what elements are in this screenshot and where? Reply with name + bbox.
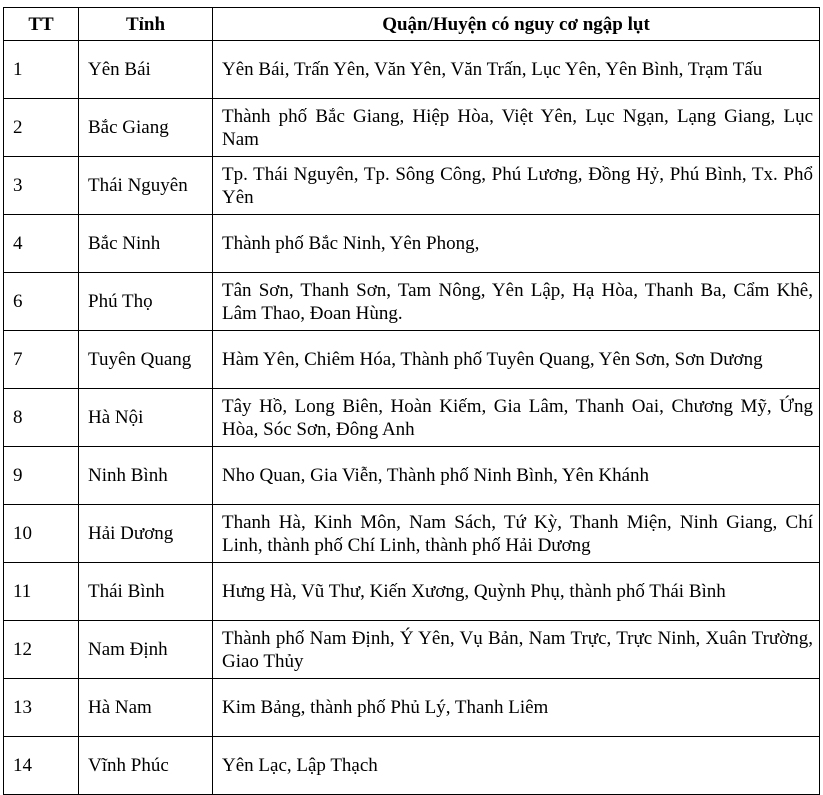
row-tt: 9 (4, 447, 79, 505)
flood-risk-table-wrapper (3, 7, 820, 795)
row-province: Hà Nam (79, 679, 213, 737)
row-tt: 8 (4, 389, 79, 447)
row-districts: Nho Quan, Gia Viễn, Thành phố Ninh Bình, Yên Khánh (213, 447, 820, 505)
row-province: Bắc Giang (79, 99, 213, 157)
row-province: Thái Nguyên (79, 157, 213, 215)
row-tt: 7 (4, 331, 79, 389)
row-province: Bắc Ninh (79, 215, 213, 273)
header-row (4, 8, 820, 41)
table-row (4, 737, 820, 795)
row-province: Hải Dương (79, 505, 213, 563)
row-tt: 10 (4, 505, 79, 563)
row-districts: Tân Sơn, Thanh Sơn, Tam Nông, Yên Lập, Hạ Hòa, Thanh Ba, Cẩm Khê, Lâm Thao, Đoan Hùng. (213, 273, 820, 331)
table-row (4, 331, 820, 389)
row-province: Ninh Bình (79, 447, 213, 505)
row-tt: 4 (4, 215, 79, 273)
row-tt: 14 (4, 737, 79, 795)
table-row (4, 679, 820, 737)
row-province: Tuyên Quang (79, 331, 213, 389)
table-row (4, 157, 820, 215)
header-tt: TT (4, 8, 79, 41)
row-tt: 13 (4, 679, 79, 737)
row-tt: 6 (4, 273, 79, 331)
row-tt: 11 (4, 563, 79, 621)
row-province: Hà Nội (79, 389, 213, 447)
row-tt: 2 (4, 99, 79, 157)
row-province: Yên Bái (79, 41, 213, 99)
table-row (4, 389, 820, 447)
table-row (4, 621, 820, 679)
table-row (4, 215, 820, 273)
row-districts: Thanh Hà, Kinh Môn, Nam Sách, Tứ Kỳ, Thanh Miện, Ninh Giang, Chí Linh, thành phố Chí Linh, thành phố Hải Dương (213, 505, 820, 563)
header-districts: Quận/Huyện có nguy cơ ngập lụt (213, 8, 820, 41)
row-districts: Tây Hồ, Long Biên, Hoàn Kiếm, Gia Lâm, Thanh Oai, Chương Mỹ, Ứng Hòa, Sóc Sơn, Đông Anh (213, 389, 820, 447)
table-row (4, 99, 820, 157)
row-tt: 1 (4, 41, 79, 99)
row-districts: Thành phố Bắc Giang, Hiệp Hòa, Việt Yên, Lục Ngạn, Lạng Giang, Lục Nam (213, 99, 820, 157)
table-header (4, 8, 820, 41)
table-row (4, 41, 820, 99)
row-districts: Hưng Hà, Vũ Thư, Kiến Xương, Quỳnh Phụ, thành phố Thái Bình (213, 563, 820, 621)
row-districts: Yên Lạc, Lập Thạch (213, 737, 820, 795)
row-province: Vĩnh Phúc (79, 737, 213, 795)
row-districts: Yên Bái, Trấn Yên, Văn Yên, Văn Trấn, Lục Yên, Yên Bình, Trạm Tấu (213, 41, 820, 99)
row-districts: Thành phố Bắc Ninh, Yên Phong, (213, 215, 820, 273)
row-province: Phú Thọ (79, 273, 213, 331)
row-districts: Kim Bảng, thành phố Phủ Lý, Thanh Liêm (213, 679, 820, 737)
row-province: Thái Bình (79, 563, 213, 621)
row-districts: Tp. Thái Nguyên, Tp. Sông Công, Phú Lương, Đồng Hỷ, Phú Bình, Tx. Phổ Yên (213, 157, 820, 215)
table-row (4, 505, 820, 563)
row-districts: Hàm Yên, Chiêm Hóa, Thành phố Tuyên Quang, Yên Sơn, Sơn Dương (213, 331, 820, 389)
table-row (4, 563, 820, 621)
table-row (4, 273, 820, 331)
header-province: Tỉnh (79, 8, 213, 41)
table-row (4, 447, 820, 505)
row-tt: 3 (4, 157, 79, 215)
row-districts: Thành phố Nam Định, Ý Yên, Vụ Bản, Nam Trực, Trực Ninh, Xuân Trường, Giao Thủy (213, 621, 820, 679)
flood-risk-table (3, 7, 820, 795)
row-province: Nam Định (79, 621, 213, 679)
row-tt: 12 (4, 621, 79, 679)
table-body (4, 41, 820, 795)
